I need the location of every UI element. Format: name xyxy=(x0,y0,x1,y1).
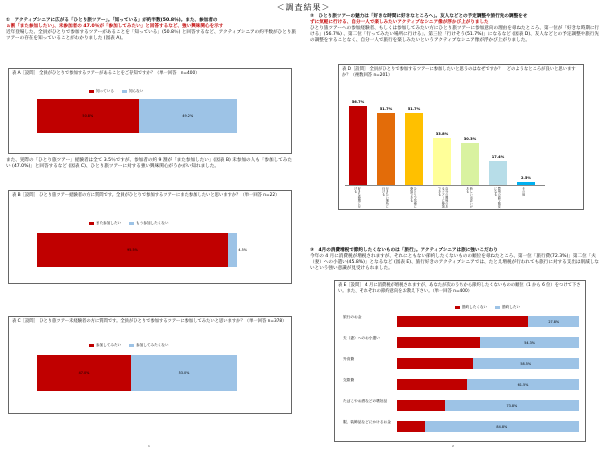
chart-e-row-2-segment-a xyxy=(397,358,473,369)
chart-e-row-label-1: 夫（妻）へのお小遣い xyxy=(343,336,380,340)
chart-e-row-3-label-b: 61.5% xyxy=(517,382,529,387)
chart-e-row-0-label-b: 27.8% xyxy=(548,319,560,324)
section-2-heading-b: ずに気軽に行ける、自分一人で楽しみたいアクティブなシニア像が浮かび上がりました xyxy=(310,20,489,25)
section-1 xyxy=(6,18,296,42)
chart-c-legend xyxy=(89,343,169,348)
chart-a-frame xyxy=(8,68,292,154)
chart-a-bar xyxy=(37,99,237,133)
chart-b-bar-label-0: 95.5% xyxy=(127,248,138,252)
chart-d-category-0: 好きな時期に行ける xyxy=(353,187,362,208)
chart-d-category-1: 行きたい場所に行ける xyxy=(381,187,390,208)
chart-d-category-2: ひとりで気楽に参加できる xyxy=(409,187,418,208)
chart-e-row-3-segment-b xyxy=(467,379,579,390)
chart-e-row-label-3: 交際費 xyxy=(343,378,355,382)
chart-d-bar-5 xyxy=(489,161,507,185)
chart-a-bar-label-0: 50.8% xyxy=(82,114,94,118)
chart-d-category-5: 費用の面で割安になる xyxy=(493,187,502,208)
chart-e-row-label-0: 旅行のお金 xyxy=(343,315,362,319)
chart-d-category-4: 新しい出会いがある xyxy=(465,187,474,208)
chart-b-bar xyxy=(37,233,247,267)
chart-a-bar-label-1: 49.2% xyxy=(182,114,194,118)
chart-d-question: 表 D［設問］ 全員がひとりで参加するツアーに参加したいと思うのはなぜですか？ どのようなところが良いと思いますか？（複数回答 n=201） xyxy=(342,67,576,78)
chart-e-frame xyxy=(334,280,586,442)
chart-e-legend-item-1: 節約したい xyxy=(495,305,520,310)
chart-d-value-1: 51.7% xyxy=(379,106,393,111)
chart-e-row-bar-4 xyxy=(397,400,579,411)
section-3-body: 今年の 4 月に消費税が増税されますが、それにともない節約したくないものの順位を尋ねたところ、第一位「旅行費(72.3%)」第二位「夫（妻）への小遣い(45.8%)」となるなど (図表 E)、旅行好きのアクティブシニアでは、たとえ増税が行われても旅行に対する支出は削減しないという強い意識が見受けられました。 xyxy=(310,254,599,271)
chart-d-category-3: 自分の興味のあるツアーに参加できる xyxy=(437,187,449,208)
chart-a-legend-item-0: 知っている xyxy=(89,89,114,94)
chart-d-category-6: その他 xyxy=(521,187,526,196)
chart-b-legend xyxy=(89,221,169,226)
section-3-heading: ③ 4月の消費増税で節約したくないものは「旅行」。アクティブシニアは旅に強いこだわり xyxy=(310,248,498,253)
section-1b-body: また、実際の「ひとり旅ツアー」経験者は全て 3.5％ですが、参加者の約 9 割が「また参加したい」(図表 B) 未参加の人も「参加してみたい (47.0%)」と回答するなど (図表 C)、ひとり旅ツアーに対する強い興味関心がうかがい知れました。 xyxy=(6,158,292,169)
page-title: ＜調査結果＞ xyxy=(276,3,331,12)
chart-a-legend-item-1: 知らない xyxy=(122,89,143,94)
chart-c-bar-segment-0 xyxy=(37,355,131,391)
chart-d-value-0: 56.7% xyxy=(351,99,365,104)
section-1-heading-b: ａ割「また参加したい」、未参加者の 47.0％が「参加してみたい」と回答するなど、強い興味関心を示す xyxy=(6,24,224,29)
section-1b xyxy=(6,158,296,170)
chart-a-question: 表 A［設問］ 全員がひとりで参加するツアーがあることをご存知ですか？（単一回答 n=400） xyxy=(12,71,200,76)
chart-d-plot xyxy=(339,65,583,209)
chart-e-row-0-segment-b xyxy=(528,316,579,327)
chart-b-bar-segment-0 xyxy=(37,233,228,267)
chart-e-row-3-segment-a xyxy=(397,379,467,390)
section-2-body: ひとり旅ツアーへの参加経験者、もしくは参加してみたい方にひとり旅ツアーに参加意向の理由を尋ねたところ、第一位が「好きな時期に行ける」(56.7%) 、第二位「行ってみたい場所に行ける」、第三位「行けそう(51.7%)」になるなど (図表 D)、友人などとの予定調整や旅行先の調整をすることなく、自分一人で旅行を楽しみたいというアクティブなシニア像が浮かび上がりました。 xyxy=(310,26,600,43)
chart-d-bar-2 xyxy=(405,113,423,185)
chart-c-bar-segment-1 xyxy=(131,355,237,391)
chart-e-row-label-5: 服、装飾品などにかけるお金 xyxy=(343,420,391,424)
chart-e-row-4-segment-a xyxy=(397,400,445,411)
chart-b-bar-segment-1 xyxy=(228,233,247,267)
chart-d-value-5: 17.4% xyxy=(491,154,505,159)
chart-c-bar xyxy=(37,355,237,391)
chart-e-row-bar-5 xyxy=(397,421,579,432)
chart-e-question: 表 E［設問］ 4 月に消費税が増税されますが、あなたが次のうちから節約したくないものの順位（1 から 6 位）をつけて下さい。また、それぞれの節約意向をお教え下さい。（単一回答 n=400） xyxy=(338,283,581,294)
chart-e-row-bar-2 xyxy=(397,358,579,369)
chart-c-legend-item-1: 参加してみたくない xyxy=(129,343,168,348)
chart-d-value-2: 51.7% xyxy=(407,106,421,111)
chart-d-axis xyxy=(345,185,545,186)
chart-e-row-0-segment-a xyxy=(397,316,528,327)
chart-e-row-bar-0 xyxy=(397,316,579,327)
chart-b-legend-item-0: また参加したい xyxy=(89,221,121,226)
chart-d-value-3: 33.8% xyxy=(435,131,449,136)
section-2-heading-a: ② ひとり旅ツアーの魅力は「好きな時間に好きなところへ」。友人などとの予定調整や旅行先の調整をせ xyxy=(310,14,528,19)
chart-d-value-4: 30.3% xyxy=(463,136,477,141)
chart-e-row-2-label-b: 58.5% xyxy=(520,361,532,366)
chart-e-row-1-segment-b xyxy=(480,337,579,348)
chart-e-row-bar-1 xyxy=(397,337,579,348)
section-3 xyxy=(310,248,602,272)
chart-a-legend xyxy=(89,89,143,94)
chart-e-row-4-segment-b xyxy=(445,400,579,411)
chart-a-bar-segment-1 xyxy=(139,99,237,133)
section-1-body: 近年登場した、全員がひとりで参加するツアーがあることを「知っている」(50.8％) と回答するなど、アクティブシニアの約半数がひとり旅ツアーの存在を知っていることがわかりました (図表 A)。 xyxy=(6,30,296,41)
chart-d-bar-6 xyxy=(517,182,535,186)
section-1-heading-a: ① アクティブシニアに広がる「ひとり旅ツアー」。「知っている」が約半数(50.8％)。また、参加者の xyxy=(6,18,218,23)
chart-c-legend-item-0: 参加してみたい xyxy=(89,343,121,348)
chart-d-bar-4 xyxy=(461,143,479,185)
chart-b-bar-label-1: 4.5% xyxy=(238,248,247,252)
chart-c-bar-label-0: 47.0% xyxy=(78,371,90,375)
page-number-right: 2 xyxy=(452,444,454,448)
chart-d-bar-0 xyxy=(349,106,367,185)
chart-e-row-4-label-b: 73.8% xyxy=(506,403,518,408)
chart-c-frame xyxy=(8,316,292,414)
chart-b-question: 表 B［設問］ ひとり旅ツアー経験者の方に質問です。全員がひとりで参加するツアーにまた参加したいと思いますか？（単一回答 n=22） xyxy=(12,193,280,198)
chart-b-frame xyxy=(8,190,292,284)
chart-e-row-bar-3 xyxy=(397,379,579,390)
chart-d-bar-1 xyxy=(377,113,395,185)
chart-d-value-6: 2.5% xyxy=(521,175,531,180)
chart-e-row-label-4: たばこやお酒などの嗜好品 xyxy=(343,399,388,403)
chart-e-row-label-2: 外食費 xyxy=(343,357,355,361)
chart-b-legend-item-1: もう参加したくない xyxy=(129,221,168,226)
chart-e-row-1-segment-a xyxy=(397,337,480,348)
chart-e-row-5-segment-a xyxy=(397,421,425,432)
chart-e-row-1-label-b: 54.3% xyxy=(524,340,536,345)
chart-e-row-5-label-b: 84.8% xyxy=(496,424,508,429)
page-number-left: 1 xyxy=(148,444,150,448)
chart-a-bar-segment-0 xyxy=(37,99,139,133)
chart-e-row-5-segment-b xyxy=(425,421,579,432)
chart-e-legend-item-0: 節約したくない xyxy=(455,305,487,310)
chart-e-row-2-segment-b xyxy=(473,358,579,369)
section-2 xyxy=(310,14,602,44)
chart-c-question: 表 C［設問］ ひとり旅ツアー未経験者の方に質問です。全員がひとりで参加するツアーに参加してみたいと思いますか？（単一回答 n=378） xyxy=(12,319,287,324)
chart-c-bar-label-1: 53.0% xyxy=(178,371,190,375)
chart-e-plot xyxy=(335,281,585,441)
chart-d-bar-3 xyxy=(433,138,451,185)
chart-d-frame xyxy=(338,64,584,210)
